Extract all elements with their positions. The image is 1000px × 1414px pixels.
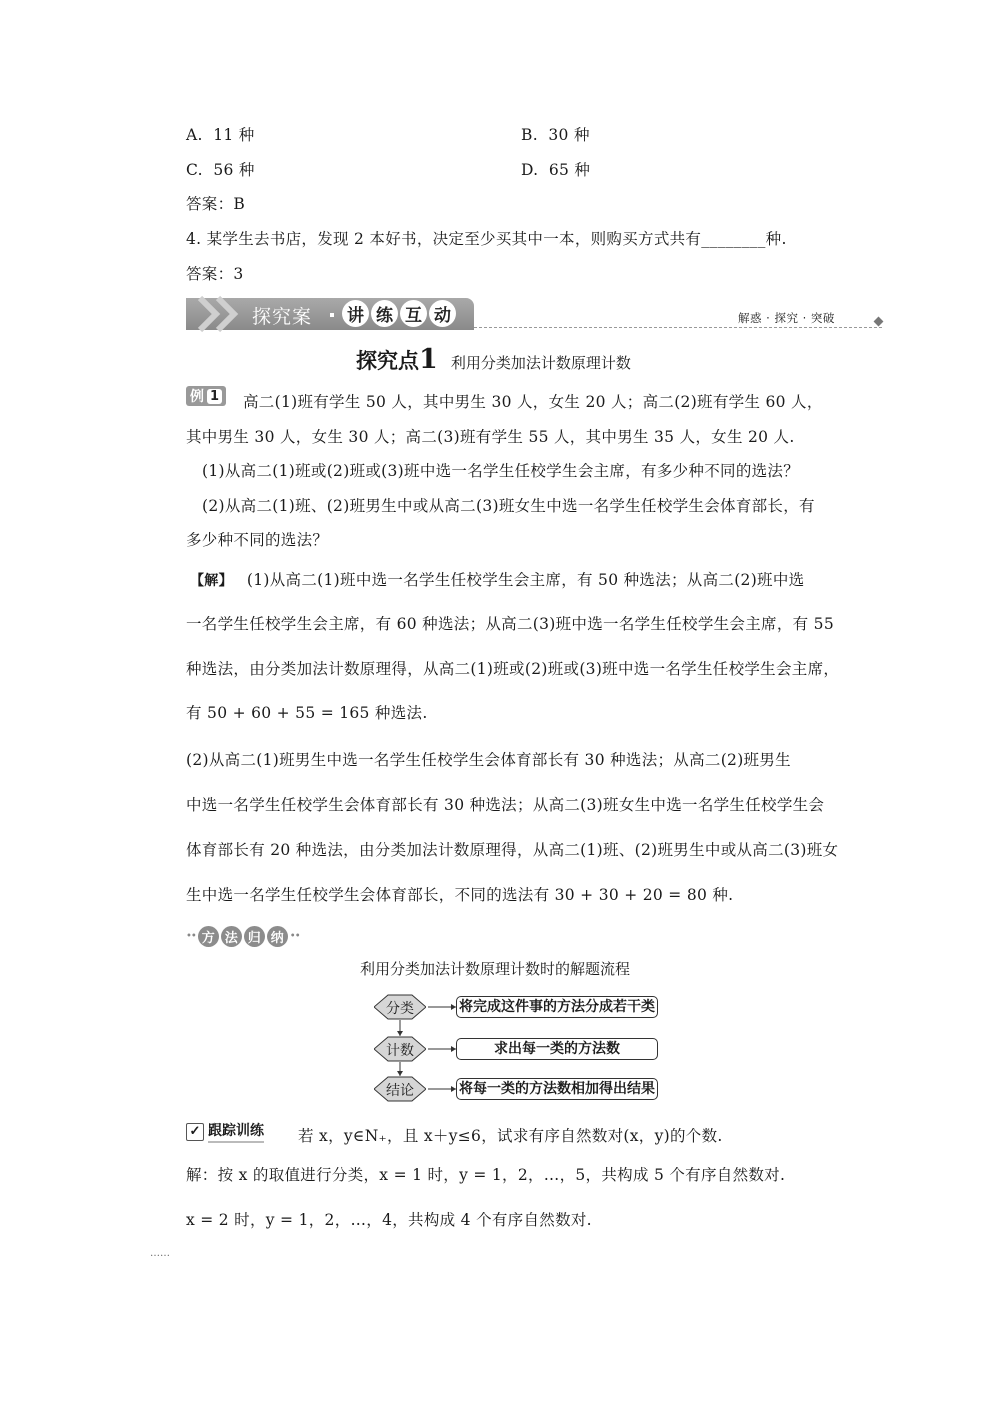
question-text: 4. 某学生去书店，发现 2 本好书，决定至少买其中一本，则购买方式共有 xyxy=(186,230,702,248)
example-line-1: 高二(1)班有学生 50 人，其中男生 30 人，女生 20 人；高二(2)班有学生 60 人， xyxy=(243,393,823,411)
example-badge-number: 1 xyxy=(207,389,222,404)
answer-4: 答案：3 xyxy=(186,265,244,283)
choice-d xyxy=(521,158,590,180)
choice-label: D. xyxy=(521,161,539,179)
section-title: 利用分类加法计数原理计数 xyxy=(450,354,631,372)
flow-step xyxy=(374,994,426,1020)
diamond-icon xyxy=(874,317,884,327)
example-badge xyxy=(186,386,226,406)
banner-char: 练 xyxy=(371,300,398,327)
flow-step-label: 计数 xyxy=(386,1043,414,1059)
example-badge-label: 例 xyxy=(190,389,204,405)
solution-text: (1)从高二(1)班中选一名学生任校学生会主席，有 50 种选法；从高二(2)班中选 xyxy=(246,571,805,589)
flow-step xyxy=(374,1036,426,1062)
banner-char: 互 xyxy=(400,300,427,327)
choice-text: 11 种 xyxy=(213,126,255,144)
banner-subtitle xyxy=(342,300,456,327)
method-char: 归 xyxy=(244,926,265,947)
solution-tag: 【解】 xyxy=(190,573,233,589)
double-chevron-icon xyxy=(186,294,256,334)
flow-step-label: 分类 xyxy=(386,1001,414,1017)
section-heading xyxy=(356,344,631,375)
flow-step-desc: 将完成这件事的方法分成若干类 xyxy=(456,996,658,1018)
dots-icon: •• xyxy=(289,931,300,942)
tracking-solution-1: 解：按 x 的取值进行分类，x = 1 时，y = 1，2，…，5，共构成 5 个有序自然数对. xyxy=(186,1166,786,1184)
dots-icon: •• xyxy=(186,931,196,942)
method-char: 法 xyxy=(221,926,242,947)
answer-3: 答案：B xyxy=(186,195,246,213)
solution-line: 生中选一名学生任校学生会体育部长，不同的选法有 30 + 30 + 20 = 80 种. xyxy=(186,886,734,904)
choice-c xyxy=(186,158,255,180)
question-suffix: 种. xyxy=(765,230,787,248)
choice-a xyxy=(186,123,255,145)
method-char: 方 xyxy=(198,926,219,947)
choice-label: C. xyxy=(186,161,203,179)
tracking-label: 跟踪训练 xyxy=(208,1120,264,1143)
flow-step xyxy=(374,1076,426,1102)
banner-right-text: 解惑 · 探究 · 突破 xyxy=(738,311,835,325)
example-question-2b: 多少种不同的选法？ xyxy=(186,531,329,549)
example-question-1: (1)从高二(1)班或(2)班或(3)班中选一名学生任校学生会主席，有多少种不同的选法？ xyxy=(202,462,800,480)
flowchart xyxy=(372,994,672,1104)
banner-title: 探究案 xyxy=(252,306,313,328)
choice-text: 65 种 xyxy=(548,161,591,179)
question-4 xyxy=(186,227,787,249)
solution-line: 有 50 + 60 + 55 = 165 种选法. xyxy=(186,704,428,722)
banner-separator xyxy=(330,313,334,317)
example-line-2: 其中男生 30 人，女生 30 人；高二(3)班有学生 55 人，其中男生 35 人，女生 20 人. xyxy=(186,428,795,446)
solution-line: 种选法，由分类加法计数原理得，从高二(1)班或(2)班或(3)班中选一名学生任校学生会主席， xyxy=(186,660,840,678)
example-question-2a: (2)从高二(1)班、(2)班男生中或从高二(3)班女生中选一名学生任校学生会体育部长，有 xyxy=(202,497,815,515)
banner-dashed-rule xyxy=(474,327,882,328)
choice-text: 30 种 xyxy=(548,126,590,144)
tracking-solution-2: x = 2 时，y = 1，2，…，4，共构成 4 个有序自然数对. xyxy=(186,1211,592,1229)
tracking-question: 若 x，y∈N₊，且 x＋y≤6，试求有序自然数对(x，y)的个数. xyxy=(298,1127,723,1145)
answer-blank: ________ xyxy=(701,230,766,248)
solution-line: 体育部长有 20 种选法，由分类加法计数原理得，从高二(1)班、(2)班男生中或从高二(3)班女 xyxy=(186,841,839,859)
solution-line: (2)从高二(1)班男生中选一名学生任校学生会体育部长有 30 种选法；从高二(2)班男生 xyxy=(186,751,791,769)
tracking-badge xyxy=(186,1120,264,1143)
solution-line: 中选一名学生任校学生会体育部长有 30 种选法；从高二(3)班女生中选一名学生任校学生会 xyxy=(186,796,825,814)
flow-step-label: 结论 xyxy=(386,1083,414,1099)
choice-label: B. xyxy=(521,126,538,144)
solution-line: 一名学生任校学生会主席，有 60 种选法；从高二(3)班中选一名学生任校学生会主席，有 55 xyxy=(186,615,834,633)
checkbox-icon: ✓ xyxy=(186,1123,204,1141)
choice-b xyxy=(521,123,590,145)
flow-title: 利用分类加法计数原理计数时的解题流程 xyxy=(360,960,631,978)
banner-char: 讲 xyxy=(342,300,369,327)
section-number: 1 xyxy=(419,344,438,375)
flow-step-desc: 求出每一类的方法数 xyxy=(456,1038,658,1060)
choice-label: A. xyxy=(186,126,203,144)
choice-text: 56 种 xyxy=(213,161,255,179)
method-summary-badge xyxy=(186,926,300,947)
flow-step-desc: 将每一类的方法数相加得出结果 xyxy=(456,1078,658,1100)
method-char: 纳 xyxy=(267,926,288,947)
banner-char: 动 xyxy=(429,300,456,327)
solution-line xyxy=(190,568,804,590)
section-label: 探究点 xyxy=(356,349,419,373)
ellipsis: …… xyxy=(150,1248,170,1259)
